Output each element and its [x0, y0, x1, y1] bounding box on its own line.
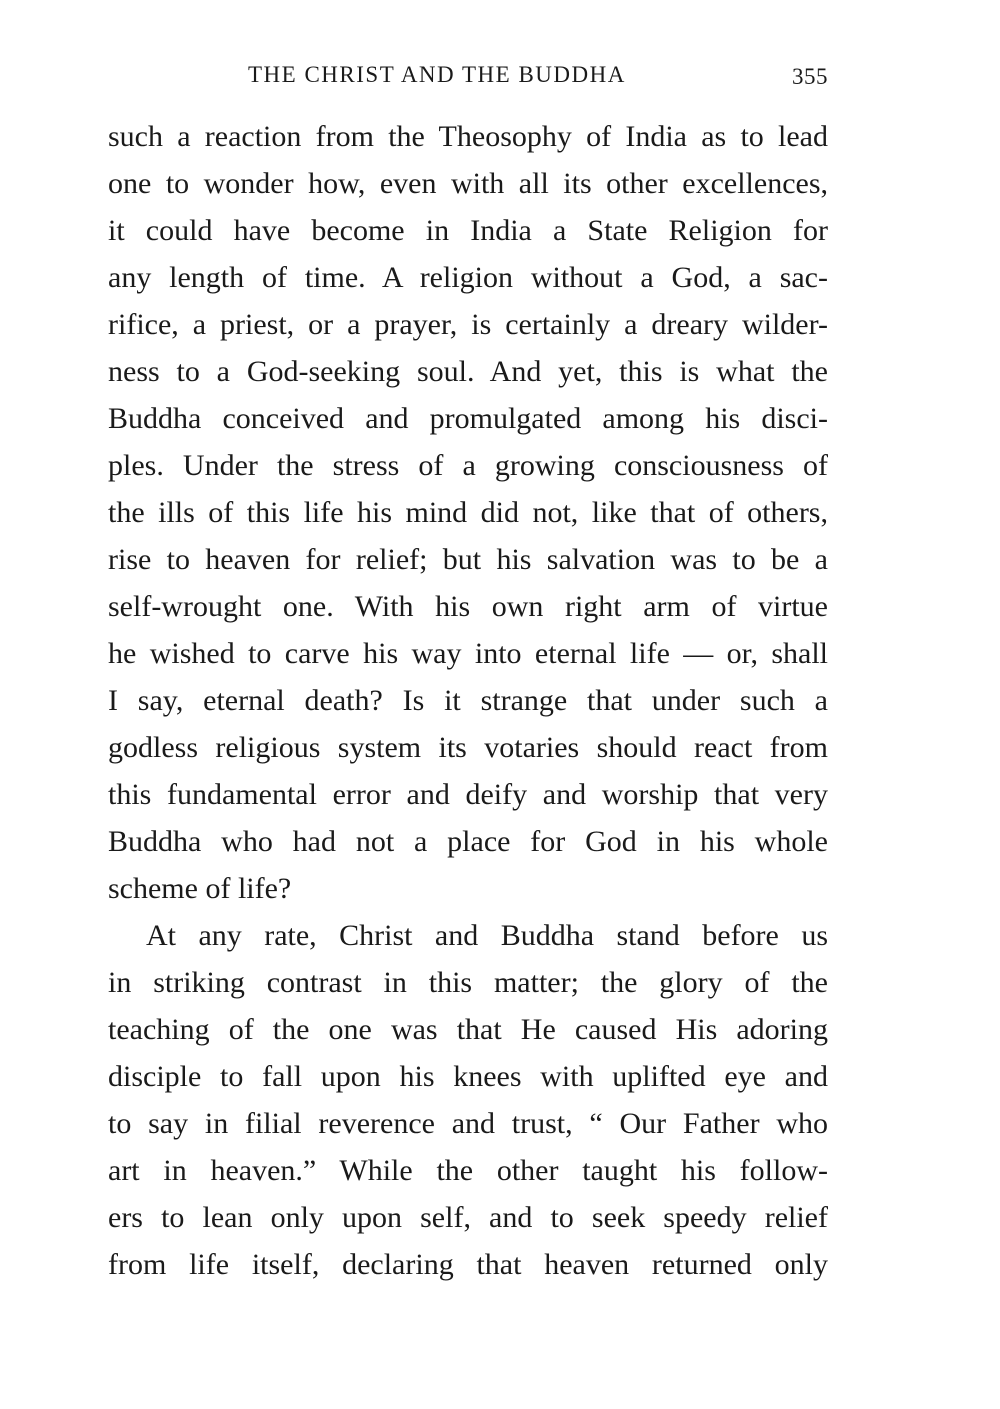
text-line: Buddha who had not a place for God in his whole: [108, 825, 828, 858]
text-line: he wished to carve his way into eternal life — or, shall: [108, 637, 828, 670]
text-line: it could have become in India a State Religion for: [108, 214, 828, 247]
text-line: art in heaven.” While the other taught his follow-: [108, 1154, 828, 1187]
paragraph: [108, 113, 828, 912]
text-line: self-wrought one. With his own right arm of virtue: [108, 590, 828, 623]
text-line: such a reaction from the Theosophy of India as to lead: [108, 120, 828, 153]
text-line: teaching of the one was that He caused His adoring: [108, 1013, 828, 1046]
text-line: disciple to fall upon his knees with uplifted eye and: [108, 1060, 828, 1093]
text-line: in striking contrast in this matter; the glory of the: [108, 966, 828, 999]
text-line: from life itself, declaring that heaven returned only: [108, 1248, 828, 1281]
text-line: Buddha conceived and promulgated among his disci-: [108, 402, 828, 435]
text-line: any length of time. A religion without a God, a sac-: [108, 261, 828, 294]
text-line: rise to heaven for relief; but his salvation was to be a: [108, 543, 828, 576]
text-line: the ills of this life his mind did not, like that of others,: [108, 496, 828, 529]
text-line: one to wonder how, even with all its other excellences,: [108, 167, 828, 200]
text-line: ness to a God-seeking soul. And yet, this is what the: [108, 355, 828, 388]
running-head: [108, 58, 828, 92]
text-line: godless religious system its votaries should react from: [108, 731, 828, 764]
text-line: ples. Under the stress of a growing consciousness of: [108, 449, 828, 482]
text-line: ers to lean only upon self, and to seek speedy relief: [108, 1201, 828, 1234]
text-line: scheme of life?: [108, 872, 292, 905]
page-number: 355: [792, 64, 828, 89]
text-line: this fundamental error and deify and worship that very: [108, 778, 828, 811]
text-line: to say in filial reverence and trust, “ Our Father who: [108, 1107, 828, 1140]
body-text: [108, 113, 828, 1288]
text-line: I say, eternal death? Is it strange that under such a: [108, 684, 828, 717]
paragraph: [108, 912, 828, 1288]
text-line: rifice, a priest, or a prayer, is certainly a dreary wilder-: [108, 308, 828, 341]
text-line: At any rate, Christ and Buddha stand before us: [146, 919, 828, 952]
running-title: THE CHRIST AND THE BUDDHA: [248, 62, 626, 87]
